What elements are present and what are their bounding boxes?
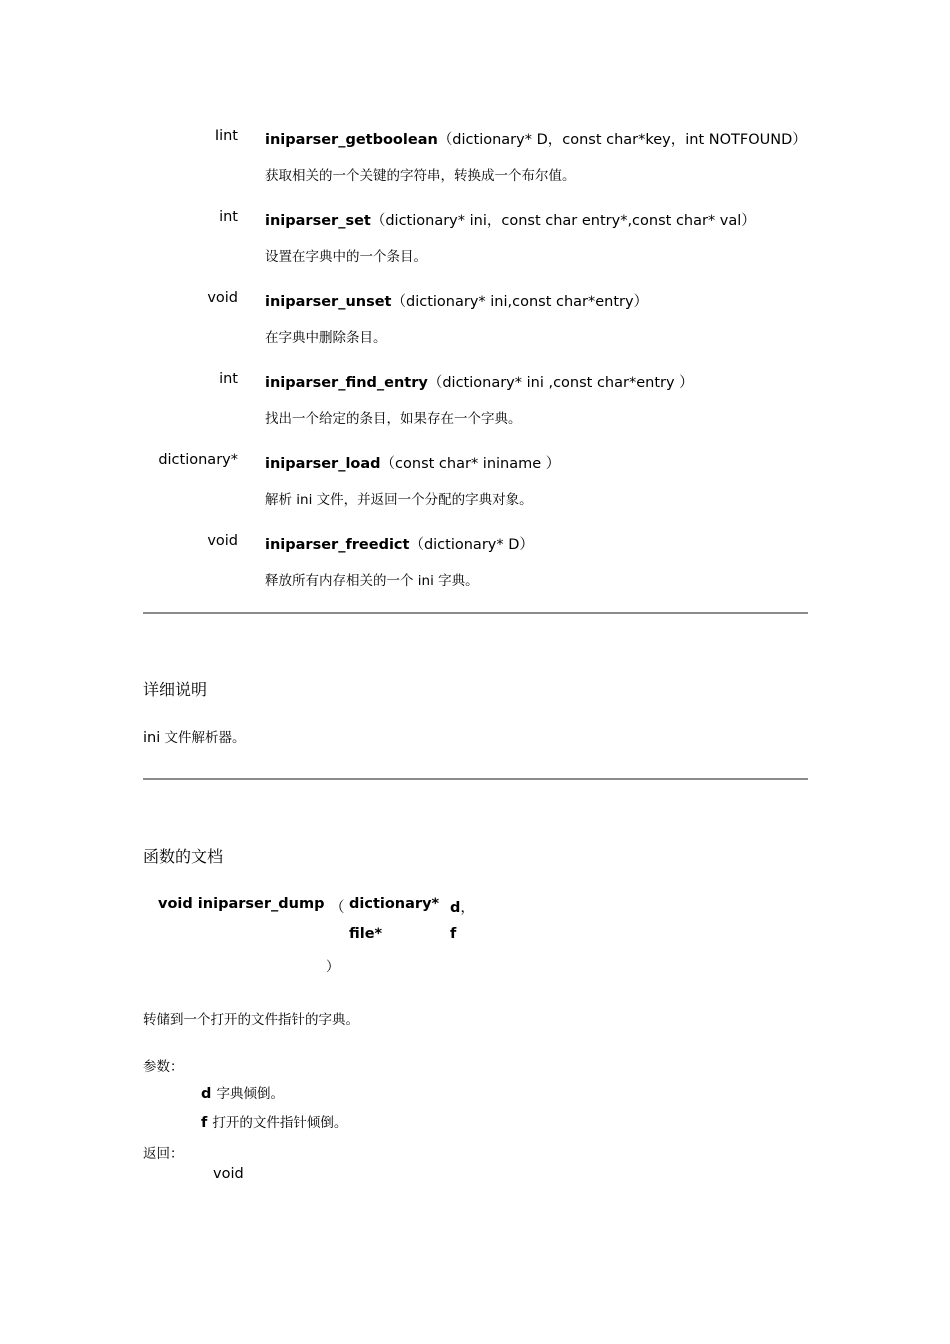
function-signature — [265, 128, 807, 149]
detail-heading: 详细说明 — [143, 680, 208, 699]
function-signature — [265, 452, 560, 473]
function-description — [265, 569, 479, 589]
function-description: 找出一个给定的条目，如果存在一个字典。 — [265, 411, 522, 427]
desc-ini: ini — [296, 492, 313, 508]
function-args: （dictionary* D，const char*key，int NOTFOUND） — [437, 132, 807, 148]
function-description: 在字典中删除条目。 — [265, 330, 387, 346]
proto-param1-type: dictionary* — [349, 896, 440, 912]
function-args: （dictionary* ini,const char*entry） — [391, 294, 649, 310]
desc-text: 释放所有内存相关的一个 — [265, 573, 418, 589]
param-item — [201, 1111, 347, 1131]
return-type: dictionary* — [158, 452, 238, 468]
param-desc: 打开的文件指针倾倒。 — [212, 1115, 348, 1131]
return-type: void — [207, 533, 238, 549]
proto-param2-type: file* — [349, 926, 383, 942]
function-name[interactable]: iniparser_getboolean — [265, 132, 438, 148]
detail-rest: 文件解析器。 — [160, 730, 246, 746]
function-description: 获取相关的一个关键的字符串，转换成一个布尔值。 — [265, 168, 576, 184]
proto-param2-name: f — [450, 926, 457, 942]
function-signature — [265, 533, 534, 554]
function-args: （dictionary* D） — [409, 537, 534, 553]
proto-close-paren: ） — [326, 959, 340, 975]
desc-text: 解析 — [265, 492, 297, 508]
return-type: Iint — [214, 128, 238, 144]
proto-param1-name — [450, 896, 475, 917]
return-type: void — [207, 290, 238, 306]
param-name: d — [201, 1086, 212, 1102]
returns-value: void — [213, 1166, 244, 1182]
function-name[interactable]: iniparser_find_entry — [265, 375, 428, 391]
function-summary: 转储到一个打开的文件指针的字典。 — [143, 1012, 359, 1028]
function-signature — [265, 371, 694, 392]
param-item — [201, 1082, 284, 1102]
desc-text: 文件，并返回一个分配的字典对象。 — [312, 492, 533, 508]
return-type: int — [219, 209, 238, 225]
params-label: 参数： — [143, 1059, 184, 1075]
detail-ini: ini — [143, 730, 161, 746]
param-name: d — [450, 900, 461, 916]
function-args: （dictionary* ini ,const char*entry ） — [427, 375, 694, 391]
function-description — [265, 488, 533, 508]
function-name[interactable]: iniparser_set — [265, 213, 371, 229]
desc-ini: ini — [417, 573, 434, 589]
section-divider — [143, 778, 808, 780]
docs-heading: 函数的文档 — [143, 847, 224, 866]
param-name: f — [201, 1115, 208, 1131]
param-desc: 字典倾倒。 — [216, 1086, 284, 1102]
proto-ret-name: void iniparser_dump — [158, 896, 325, 912]
function-args: （const char* ininame ） — [380, 456, 561, 472]
function-name[interactable]: iniparser_freedict — [265, 537, 410, 553]
return-type: int — [219, 371, 238, 387]
function-name[interactable]: iniparser_unset — [265, 294, 392, 310]
detail-text — [143, 726, 246, 746]
function-signature — [265, 290, 648, 311]
desc-text: 字典。 — [433, 573, 479, 589]
function-name[interactable]: iniparser_load — [265, 456, 381, 472]
function-description: 设置在字典中的一个条目。 — [265, 249, 427, 265]
section-divider — [143, 612, 808, 614]
proto-open-paren: （ — [330, 900, 345, 916]
function-args: （dictionary* ini，const char entry*,const char* val） — [370, 213, 756, 229]
function-signature — [265, 209, 756, 230]
returns-label: 返回： — [143, 1146, 184, 1162]
param-separator: ， — [460, 900, 475, 916]
